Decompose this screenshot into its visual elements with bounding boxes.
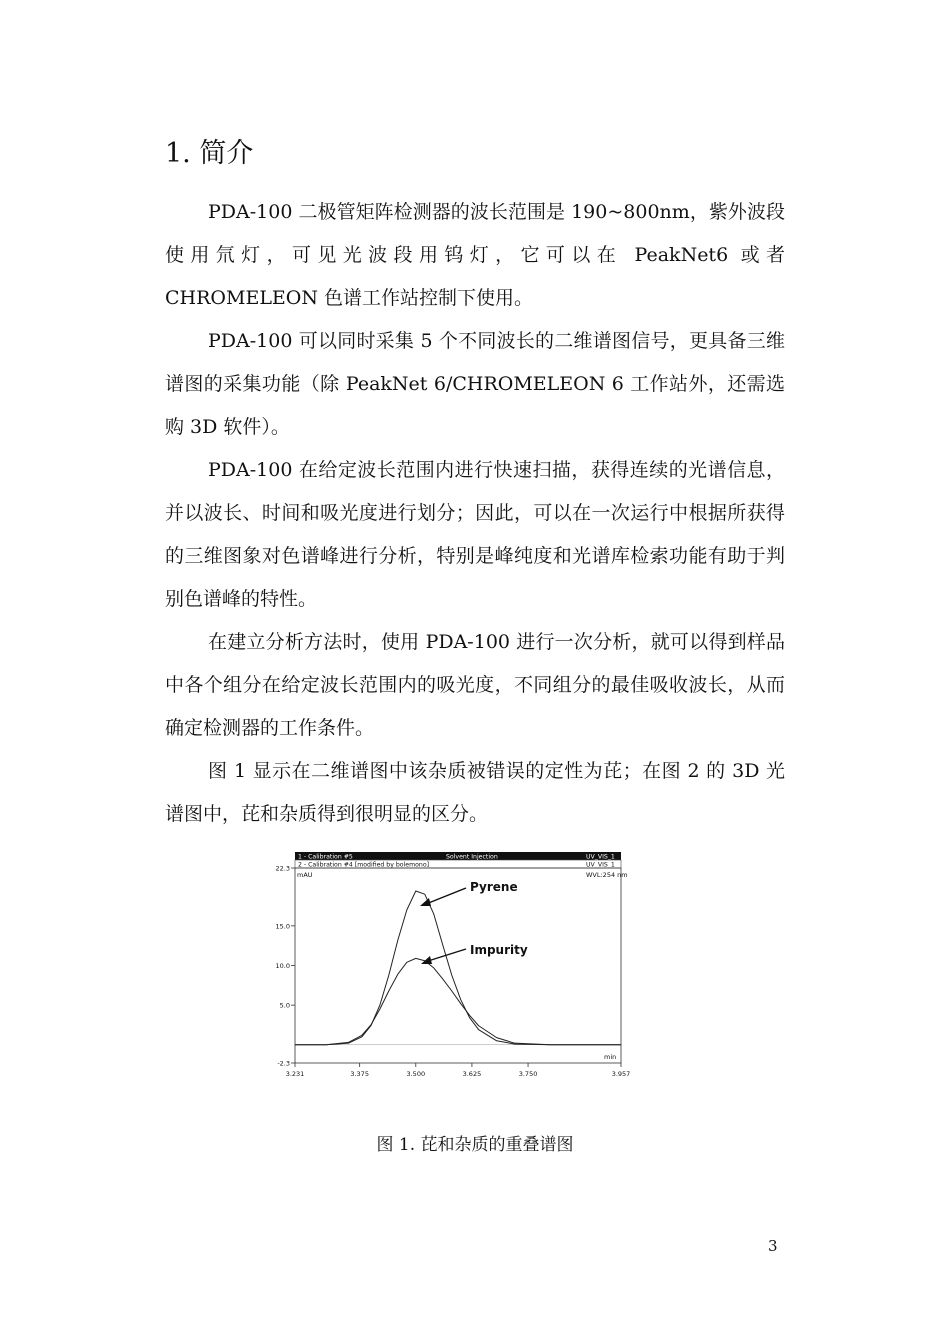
y-tick-label: -2.3 <box>277 1059 290 1068</box>
header-row-1-col-1: 1 - Calibration #5 <box>298 853 353 861</box>
chromatogram-chart <box>268 848 638 1086</box>
paragraph-pda-wavelength: PDA-100 二极管矩阵检测器的波长范围是 190~800nm，紫外波段使用氘灯，可见光波段用钨灯，它可以在 PeakNet6 或者 CHROMELEON 色谱工作站控制下使用。 <box>165 201 785 309</box>
header-row-2-col-1: 2 - Calibration #4 [modified by bolemono] <box>298 861 430 869</box>
pyrene-arrow-line <box>426 888 466 904</box>
paragraph-pda-scanning: PDA-100 在给定波长范围内进行快速扫描，获得连续的光谱信息，并以波长、时间和吸光度进行划分；因此，可以在一次运行中根据所获得的三维图象对色谱峰进行分析，特别是峰纯度和光谱库检索功能有助于判别色谱峰的特性。 <box>165 459 785 610</box>
chromatogram-figure <box>268 848 638 1086</box>
series-line-impurity <box>295 958 621 1044</box>
x-tick-label: 3.957 <box>611 1070 631 1078</box>
impurity-annotation: Impurity <box>470 943 528 957</box>
x-tick-label: 3.500 <box>406 1070 426 1078</box>
y-axis-ticks <box>276 865 295 1068</box>
y-tick-label: 15.0 <box>275 922 290 931</box>
series-lines <box>295 891 621 1045</box>
section-title: 1. 简介 <box>165 138 254 169</box>
wavelength-label: WVL:254 nm <box>586 871 628 879</box>
y-tick-label: 5.0 <box>279 1001 290 1010</box>
paragraph-pda-channels: PDA-100 可以同时采集 5 个不同波长的二维谱图信号，更具备三维谱图的采集功能（除 PeakNet 6/CHROMELEON 6 工作站外，还需选购 3D 软件）。 <box>165 330 785 438</box>
x-tick-label: 3.231 <box>285 1070 305 1078</box>
paragraph-method-development: 在建立分析方法时，使用 PDA-100 进行一次分析，就可以得到样品中各个组分在给定波长范围内的吸光度，不同组分的最佳吸收波长，从而确定检测器的工作条件。 <box>165 631 785 739</box>
y-tick-label: 22.3 <box>275 864 290 873</box>
page-number: 3 <box>768 1237 778 1255</box>
header-row-2-col-3: UV_VIS_1 <box>586 861 615 869</box>
y-tick-label: 10.0 <box>275 962 290 970</box>
x-tick-label: 3.625 <box>462 1070 482 1078</box>
pyrene-arrow-head <box>420 898 431 906</box>
pyrene-annotation: Pyrene <box>470 880 518 894</box>
header-row-1-col-3: UV_VIS_1 <box>586 853 615 861</box>
figure-caption: 图 1. 芘和杂质的重叠谱图 <box>376 1135 574 1155</box>
header-row-1-col-2: Solvent Injection <box>446 853 498 861</box>
x-axis-unit-label: min <box>604 1053 617 1061</box>
plot-frame <box>295 868 621 1063</box>
paragraph-figure-reference: 图 1 显示在二维谱图中该杂质被错误的定性为芘；在图 2 的 3D 光谱图中，芘和杂质得到很明显的区分。 <box>165 760 785 825</box>
series-line-pyrene <box>295 891 621 1045</box>
x-axis-ticks <box>286 1063 631 1078</box>
y-axis-unit-label: mAU <box>297 871 313 879</box>
x-tick-label: 3.750 <box>518 1070 538 1078</box>
x-tick-label: 3.375 <box>350 1070 369 1078</box>
